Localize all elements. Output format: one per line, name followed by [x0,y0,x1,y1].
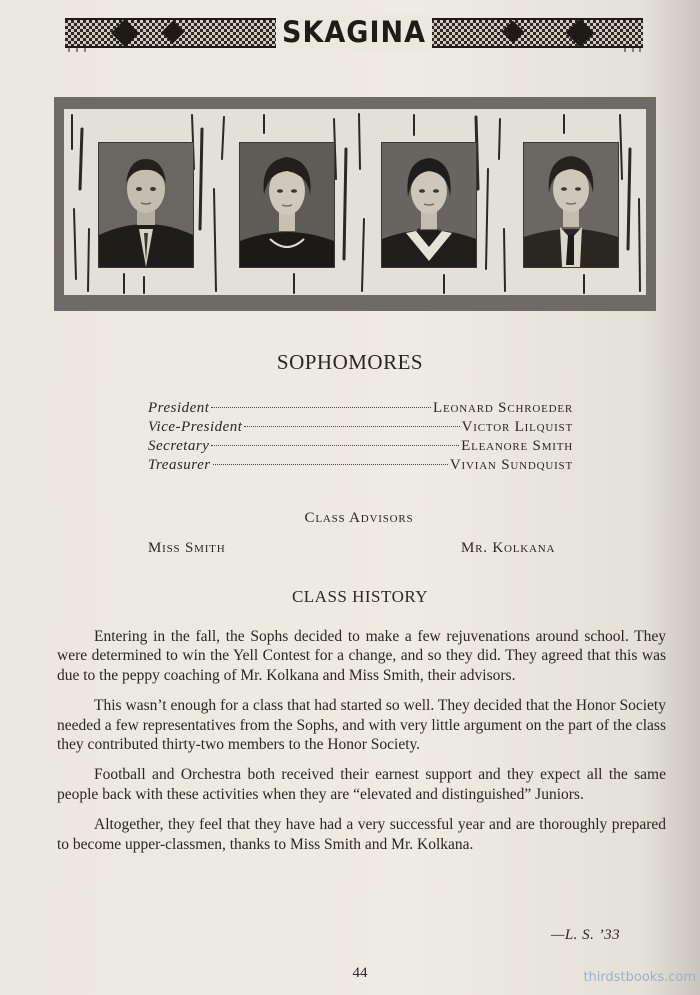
dot-leader [211,445,459,446]
officer-row [148,400,573,419]
advisor-left: Miss Smith [148,540,226,556]
portrait-photo-2 [240,143,334,267]
history-body [57,627,666,865]
advisors-heading: Class Advisors [304,510,414,526]
page-heading: SOPHOMORES [276,350,424,374]
officer-photo-panel [54,97,656,311]
officer-row [148,438,573,457]
officer-role: Vice-President [148,419,243,435]
page-number: 44 [352,965,368,981]
officer-name: Vivian Sundquist [449,457,573,473]
dot-leader [211,407,431,408]
history-heading: CLASS HISTORY [291,587,429,606]
history-paragraph: Entering in the fall, the Sophs decided to make a few rejuvenations around school. They were determined to win the Yell Contest for a change, and so they did. They agreed that this was due to the peppy coaching of Mr. Kolkana and Miss Smith, their advisors. [57,628,666,684]
history-paragraph: Football and Orchestra both received their earnest support and they expect all the same people back with these activities when they are “elevated and distinguished” Juniors. [57,766,666,803]
header-banner [65,14,643,52]
dot-leader [213,464,448,465]
watermark: thirdstbooks.com [583,970,696,985]
officer-role: Treasurer [148,457,211,473]
officer-row [148,457,573,476]
history-paragraph: This wasn’t enough for a class that had started so well. They decided that the Honor Society needed a few representatives from the Sophs, and with very little argument on the part of the class they contributed thirty-two members to the Honor Society. [57,697,666,754]
officer-list [148,400,573,476]
dot-leader [244,426,459,427]
portrait-photo-4 [524,143,618,267]
history-paragraph: Altogether, they feel that they have had a very successful year and are thoroughly prepared to become upper-classmen, thanks to Miss Smith and Mr. Kolkana. [57,816,666,853]
officer-role: Secretary [148,438,210,454]
birch-bark-border [64,109,646,295]
portrait-photo-1 [99,143,193,267]
banner-title: SKAGINA [276,15,432,50]
officer-name: Victor Lilquist [461,419,573,435]
advisor-right: Mr. Kolkana [461,540,556,556]
officer-name: Eleanore Smith [461,438,573,454]
author-signature: —L. S. ’33 [551,927,621,943]
officer-role: President [148,400,210,416]
officer-name: Leonard Schroeder [433,400,573,416]
portrait-photo-3 [382,143,476,267]
officer-row [148,419,573,438]
